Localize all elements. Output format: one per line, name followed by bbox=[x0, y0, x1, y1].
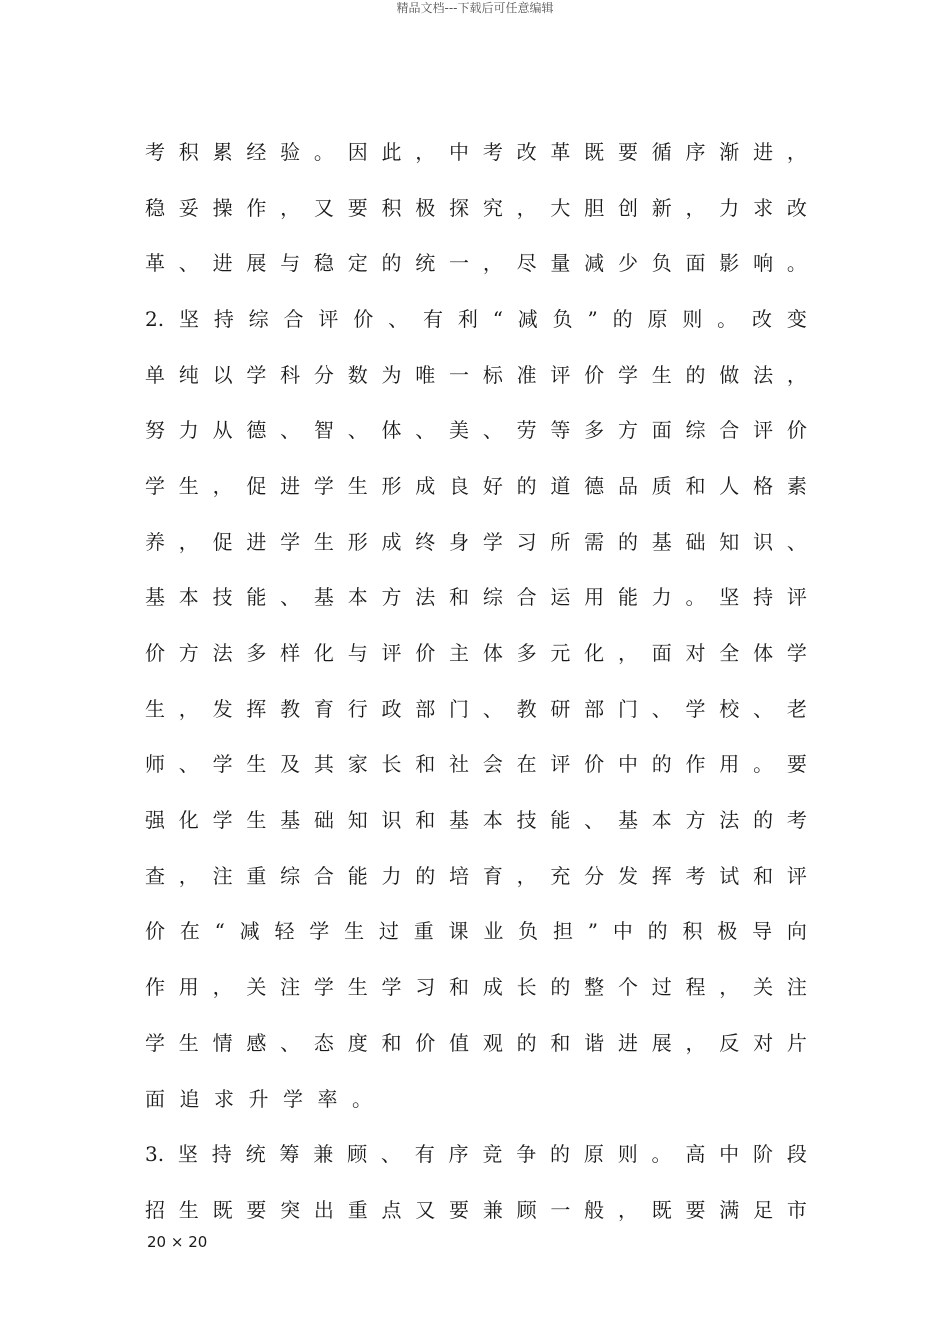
text-line-2: 稳 妥 操 作 ， 又 要 积 极 探 究 ， 大 胆 创 新 ， 力 求 改 bbox=[145, 195, 807, 220]
document-body bbox=[145, 124, 807, 1238]
text-line-12: 师 、 学 生 及 其 家 长 和 社 会 在 评 价 中 的 作 用 。 要 bbox=[145, 752, 807, 777]
page-header: 精品文档---下载后可任意编辑 bbox=[396, 1, 554, 15]
text-line-19: 3. 坚 持 统 筹 兼 顾 、 有 序 竞 争 的 原 则 。 高 中 阶 段 bbox=[145, 1142, 807, 1167]
text-line-16: 作 用 ， 关 注 学 生 学 习 和 成 长 的 整 个 过 程 ， 关 注 bbox=[145, 975, 807, 1000]
text-line-1: 考 积 累 经 验 。 因 此 ， 中 考 改 革 既 要 循 序 渐 进 ， bbox=[145, 139, 807, 164]
text-line-4: 2. 坚 持 综 合 评 价 、 有 利 “ 减 负 ” 的 原 则 。 改 变 bbox=[145, 306, 807, 331]
text-line-20: 招 生 既 要 突 出 重 点 又 要 兼 顾 一 般 ， 既 要 满 足 市 bbox=[145, 1197, 807, 1222]
text-line-13: 强 化 学 生 基 础 知 识 和 基 本 技 能 、 基 本 方 法 的 考 bbox=[145, 808, 807, 833]
text-line-14: 查 ， 注 重 综 合 能 力 的 培 育 ， 充 分 发 挥 考 试 和 评 bbox=[145, 863, 807, 888]
text-line-8: 养 ， 促 进 学 生 形 成 终 身 学 习 所 需 的 基 础 知 识 、 bbox=[145, 529, 807, 554]
grid-size-label: 20 × 20 bbox=[147, 1233, 208, 1251]
text-line-10: 价 方 法 多 样 化 与 评 价 主 体 多 元 化 ， 面 对 全 体 学 bbox=[145, 641, 807, 666]
text-line-3: 革 、 进 展 与 稳 定 的 统 一 ， 尽 量 减 少 负 面 影 响 。 bbox=[145, 251, 807, 276]
text-line-17: 学 生 情 感 、 态 度 和 价 值 观 的 和 谐 进 展 ， 反 对 片 bbox=[145, 1030, 807, 1055]
text-line-15: 价 在 “ 减 轻 学 生 过 重 课 业 负 担 ” 中 的 积 极 导 向 bbox=[145, 919, 807, 944]
text-line-6: 努 力 从 德 、 智 、 体 、 美 、 劳 等 多 方 面 综 合 评 价 bbox=[145, 418, 807, 443]
text-line-9: 基 本 技 能 、 基 本 方 法 和 综 合 运 用 能 力 。 坚 持 评 bbox=[145, 585, 807, 610]
text-line-11: 生 ， 发 挥 教 育 行 政 部 门 、 教 研 部 门 、 学 校 、 老 bbox=[145, 696, 807, 721]
text-line-18: 面追求升学率。 bbox=[145, 1086, 387, 1111]
text-line-5: 单 纯 以 学 科 分 数 为 唯 一 标 准 评 价 学 生 的 做 法 ， bbox=[145, 362, 807, 387]
text-line-7: 学 生 ， 促 进 学 生 形 成 良 好 的 道 德 品 质 和 人 格 素 bbox=[145, 473, 807, 498]
